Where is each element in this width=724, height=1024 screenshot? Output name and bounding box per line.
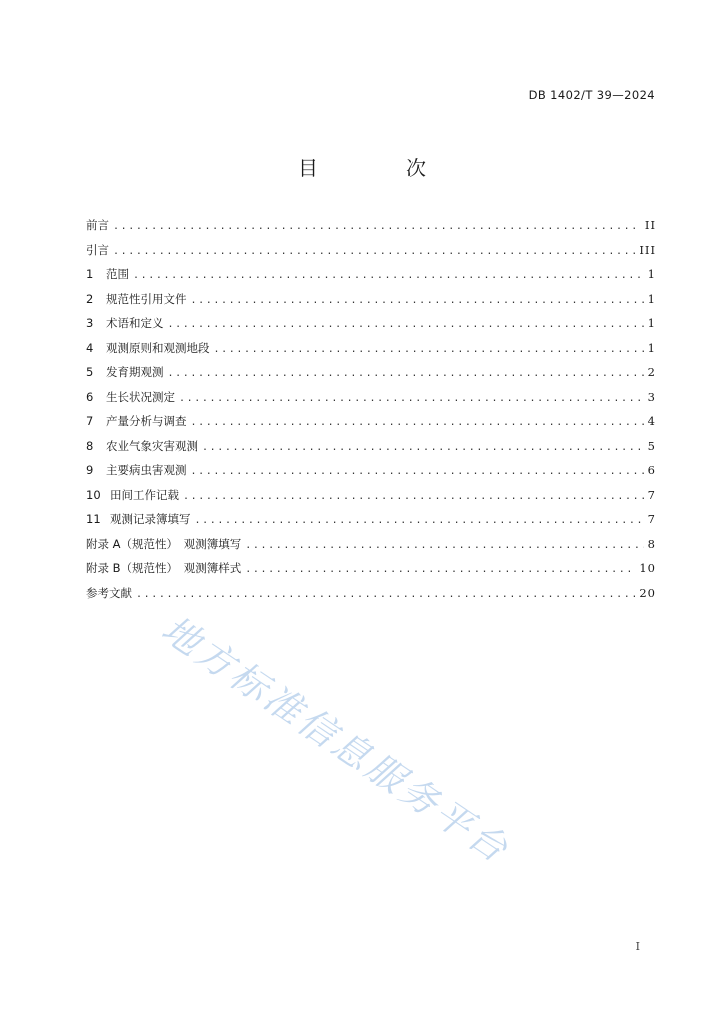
toc-page-number: 1: [647, 340, 656, 355]
toc-entry-11[interactable]: [86, 511, 656, 536]
toc-entry-appendix-a[interactable]: [86, 536, 656, 561]
toc-entry-number: 4: [86, 340, 94, 355]
toc-entry-label: 术语和定义: [106, 316, 164, 330]
toc-leader-dots: [214, 344, 644, 355]
toc-page-number: 6: [647, 463, 656, 477]
toc-entry-label: 附录 A（规范性） 观测簿填写: [86, 536, 242, 551]
toc-page-number: 1: [647, 291, 656, 306]
toc-page-number: II: [644, 218, 656, 232]
toc-entry-number: 5: [86, 365, 94, 379]
toc-entry-label: 农业气象灾害观测: [106, 438, 198, 453]
toc-entry-5[interactable]: [86, 364, 656, 389]
toc-entry-label: 规范性引用文件: [106, 291, 187, 306]
toc-leader-dots: [168, 368, 644, 379]
toc-entry-number: 10: [86, 487, 101, 502]
toc-entry-number: 2: [86, 291, 94, 306]
toc-leader-dots: [191, 295, 644, 306]
toc-page-number: 7: [647, 487, 656, 502]
toc-leader-dots: [168, 319, 644, 330]
toc-page-number: 5: [647, 438, 656, 453]
toc-leader-dots: [183, 491, 644, 502]
toc-entry-10[interactable]: [86, 487, 656, 512]
toc-entry-number: 7: [86, 414, 94, 428]
toc-page-number: 3: [647, 389, 656, 404]
toc-page-number: III: [639, 242, 656, 257]
page-number-footer: I: [635, 940, 640, 953]
toc-leader-dots: [136, 589, 635, 600]
toc-page-number: 10: [639, 561, 656, 575]
toc-page-number: 20: [639, 585, 656, 600]
toc-entry-label: 引言: [86, 242, 109, 257]
toc-entry-label: 田间工作记载: [110, 487, 179, 502]
toc-list: [86, 217, 656, 609]
toc-entry-label: 产量分析与调查: [106, 414, 187, 428]
toc-leader-dots: [191, 466, 644, 477]
toc-leader-dots: [113, 221, 641, 232]
toc-entry-2[interactable]: [86, 291, 656, 316]
toc-entry-label: 发育期观测: [106, 365, 164, 379]
toc-entry-label: 附录 B（规范性） 观测簿样式: [86, 561, 242, 575]
toc-leader-dots: [133, 270, 644, 281]
toc-entry-number: 8: [86, 438, 94, 453]
toc-entry-label: 观测原则和观测地段: [106, 340, 210, 355]
toc-entry-7[interactable]: [86, 413, 656, 438]
toc-entry-label: 主要病虫害观测: [106, 463, 187, 477]
toc-entry-4[interactable]: [86, 340, 656, 365]
toc-entry-foreword[interactable]: [86, 217, 656, 242]
toc-leader-dots: [113, 246, 635, 257]
toc-entry-3[interactable]: [86, 315, 656, 340]
toc-leader-dots: [245, 540, 643, 551]
toc-entry-1[interactable]: [86, 266, 656, 291]
toc-entry-number: 11: [86, 512, 101, 526]
toc-leader-dots: [179, 393, 644, 404]
toc-entry-9[interactable]: [86, 462, 656, 487]
toc-entry-label: 前言: [86, 218, 109, 232]
toc-title: 目 次: [298, 156, 460, 180]
toc-entry-label: 参考文献: [86, 585, 132, 600]
toc-entry-6[interactable]: [86, 389, 656, 414]
toc-page-number: 2: [647, 365, 656, 379]
toc-leader-dots: [245, 564, 635, 575]
toc-entry-number: 9: [86, 463, 94, 477]
toc-entry-label: 范围: [106, 267, 129, 281]
toc-entry-references[interactable]: [86, 585, 656, 610]
toc-leader-dots: [195, 515, 644, 526]
toc-leader-dots: [202, 442, 644, 453]
toc-page-number: 8: [647, 536, 656, 551]
toc-entry-number: 1: [86, 267, 94, 281]
standard-number: DB 1402/T 39—2024: [528, 88, 655, 102]
toc-page-number: 1: [647, 267, 656, 281]
toc-page-number: 4: [647, 414, 656, 428]
toc-entry-number: 3: [86, 316, 94, 330]
toc-entry-label: 观测记录簿填写: [110, 512, 191, 526]
toc-entry-appendix-b[interactable]: [86, 560, 656, 585]
toc-entry-number: 6: [86, 389, 94, 404]
toc-page-number: 7: [647, 512, 656, 526]
toc-entry-introduction[interactable]: [86, 242, 656, 267]
toc-entry-8[interactable]: [86, 438, 656, 463]
toc-page-number: 1: [647, 316, 656, 330]
watermark: 地方标准信息服务平台: [153, 607, 518, 873]
toc-leader-dots: [191, 417, 644, 428]
toc-entry-label: 生长状况测定: [106, 389, 175, 404]
